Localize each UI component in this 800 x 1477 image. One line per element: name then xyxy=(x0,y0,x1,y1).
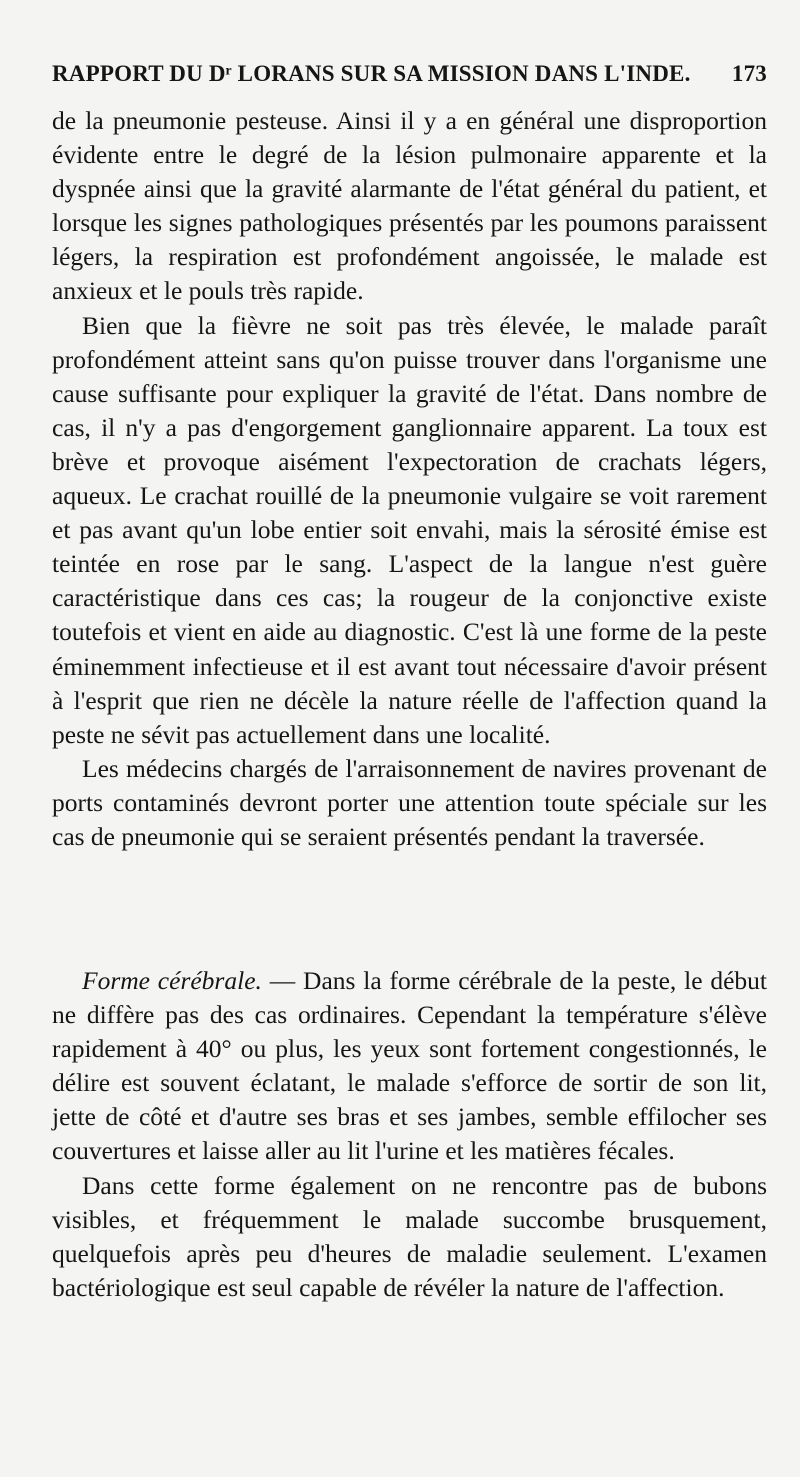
page-number: 173 xyxy=(731,61,767,86)
running-title: RAPPORT DU Dʳ LORANS SUR SA MISSION DANS L'INDE. xyxy=(52,61,691,86)
page-header xyxy=(52,54,767,94)
body-text-top xyxy=(52,104,767,854)
paragraph-cerebral-form xyxy=(52,964,767,1169)
body-text-bottom xyxy=(52,964,767,1305)
section-heading: Forme cérébrale. xyxy=(82,966,262,995)
paragraph-cerebral-outcome: Dans cette forme également on ne rencontre pas de bubons visibles, et fréquemment le malade succombe brusquement, quelquefois après peu d'heures de maladie seulement. L'examen bactériologique est seul capable de révéler la nature de l'affection. xyxy=(52,1170,767,1302)
paragraph-ship-inspection: Les médecins chargés de l'arraisonnement de navires provenant de ports contaminés devront porter une attention toute spéciale sur les cas de pneumonie qui se seraient présentés pendant la traversée. xyxy=(52,753,767,851)
paragraph-symptoms: Bien que la fièvre ne soit pas très élevée, le malade paraît profondément atteint sans qu'on puisse trouver dans l'organisme une cause suffisante pour expliquer la gravité de l'état. Dans nombre de cas, il n'y a pas d'engorgement ganglionnaire apparent. La toux est brève et provoque aisément l'expectoration de crachats légers, aqueux. Le crachat rouillé de la pneumonie vulgaire se voit rarement et pas avant qu'un lobe entier soit envahi, mais la sérosité émise est teintée en rose par le sang. L'aspect de la langue n'est guère caractéristique dans ces cas; la rougeur de la conjonctive existe toutefois et vient en aide au diagnostic. C'est là une forme de la peste éminemment infectieuse et il est avant tout nécessaire d'avoir présent à l'esprit que rien ne décèle la nature réelle de l'affection quand la peste ne sévit pas actuellement dans une localité. xyxy=(52,310,767,749)
cerebral-form-text: — Dans la forme cérébrale de la peste, le début ne diffère pas des cas ordinaires. Cependant la température s'élève rapidement à 40° ou plus, les yeux sont fortement congestionnés, le délire est souvent éclatant, le malade s'efforce de sortir de son lit, jette de côté et d'autre ses bras et ses jambes, semble effilocher ses couvertures et laisse aller au lit l'urine et les matières fécales. xyxy=(52,966,767,1166)
paragraph-continuation: de la pneumonie pesteuse. Ainsi il y a en général une disproportion évidente entre le degré de la lésion pulmonaire apparente et la dyspnée ainsi que la gravité alarmante de l'état général du patient, et lorsque les signes pathologiques présentés par les poumons paraissent légers, la respiration est profondément angoissée, le malade est anxieux et le pouls très rapide. xyxy=(52,106,767,306)
